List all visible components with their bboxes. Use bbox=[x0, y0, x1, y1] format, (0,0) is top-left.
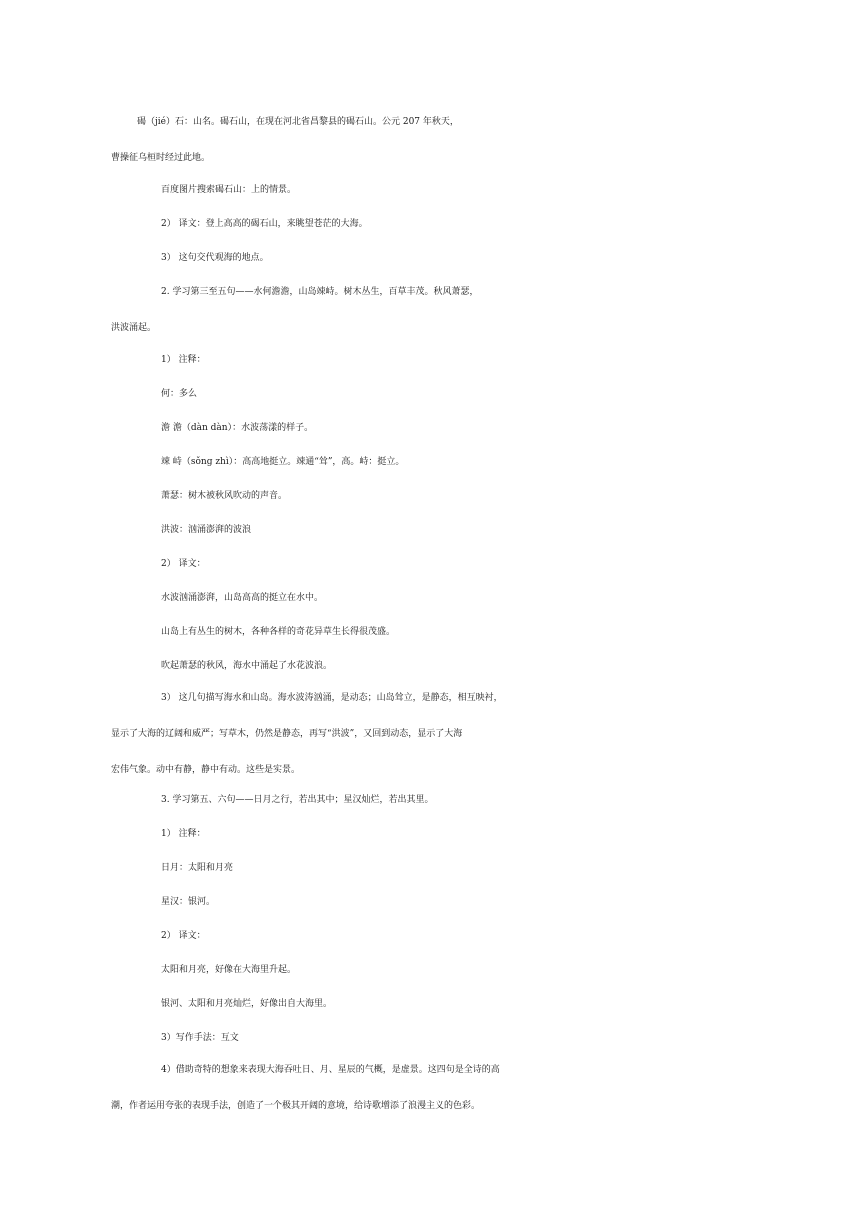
text-line: 3）写作手法：互文 bbox=[161, 1033, 239, 1043]
paragraph-songzhi bbox=[0, 452, 860, 472]
text-line: 洪波：汹涌澎湃的波浪 bbox=[161, 525, 252, 535]
text-line: 水波汹涌澎湃，山岛高高的挺立在水中。 bbox=[161, 593, 324, 603]
paragraph-notes-label-2 bbox=[0, 824, 860, 844]
paragraph-section-3-heading bbox=[0, 790, 860, 810]
text-line: 萧瑟：树木被秋风吹动的声音。 bbox=[161, 491, 288, 501]
text-line: 碣（jié）石：山名。碣石山，在现在河北省昌黎县的碣石山。公元 207 年秋天， bbox=[137, 117, 459, 127]
paragraph-translation-label-2 bbox=[0, 926, 860, 946]
text-line: 1） 注释： bbox=[161, 829, 206, 839]
paragraph-translation-c bbox=[0, 656, 860, 676]
paragraph-translation-e bbox=[0, 994, 860, 1014]
text-line: 澹 澹（dàn dàn）：水波荡漾的样子。 bbox=[161, 423, 314, 433]
paragraph-analysis bbox=[0, 688, 860, 780]
text-line: 百度图片搜索碣石山：上的情景。 bbox=[161, 185, 297, 195]
text-line: 宏伟气象。动中有静，静中有动。这些是实景。 bbox=[111, 765, 301, 775]
text-line: 3） 这几句描写海水和山岛。海水波涛汹涌，是动态；山岛耸立，是静态，相互映衬， bbox=[161, 693, 503, 703]
text-line: 日月：太阳和月亮 bbox=[161, 863, 234, 873]
paragraph-hongbo bbox=[0, 520, 860, 540]
paragraph-translation-1 bbox=[0, 214, 860, 234]
paragraph-translation-a bbox=[0, 588, 860, 608]
text-line: 1） 注释： bbox=[161, 355, 206, 365]
text-line: 3） 这句交代观海的地点。 bbox=[161, 253, 269, 263]
paragraph-section-2-heading bbox=[0, 282, 860, 338]
text-line: 何：多么 bbox=[161, 389, 198, 399]
text-line: 山岛上有丛生的树木，各种各样的奇花异草生长得很茂盛。 bbox=[161, 627, 396, 637]
paragraph-translation-d bbox=[0, 960, 860, 980]
paragraph-translation-label bbox=[0, 554, 860, 574]
text-line: 2） 译文： bbox=[161, 559, 206, 569]
text-line: 竦 峙（sǒng zhì）：高高地挺立。竦通“耸”，高。峙：挺立。 bbox=[161, 457, 405, 467]
text-line: 潮，作者运用夸张的表现手法，创造了一个极其开阔的意境，给诗歌增添了浪漫主义的色彩。 bbox=[111, 1101, 481, 1111]
paragraph-translation-b bbox=[0, 622, 860, 642]
text-line: 显示了大海的辽阔和威严；写草木，仍然是静态，再写“洪波”，又回到动态，显示了大海 bbox=[111, 729, 463, 739]
paragraph-xinghan bbox=[0, 892, 860, 912]
text-line: 太阳和月亮，好像在大海里升起。 bbox=[161, 965, 297, 975]
text-line: 3. 学习第五、六句——日月之行，若出其中；星汉灿烂，若出其里。 bbox=[161, 795, 434, 805]
paragraph-imagination bbox=[0, 1060, 860, 1116]
paragraph-xiaose bbox=[0, 486, 860, 506]
paragraph-baidu bbox=[0, 180, 860, 200]
text-line: 2. 学习第三至五句——水何澹澹，山岛竦峙。树木丛生，百草丰茂。秋风萧瑟， bbox=[161, 287, 479, 297]
paragraph-location-note bbox=[0, 248, 860, 268]
paragraph-notes-label bbox=[0, 350, 860, 370]
text-line: 银河、太阳和月亮灿烂，好像出自大海里。 bbox=[161, 999, 333, 1009]
text-line: 洪波涌起。 bbox=[111, 323, 157, 333]
text-line: 2） 译文：登上高高的碣石山，来眺望苍茫的大海。 bbox=[161, 219, 368, 229]
text-line: 曹操征乌桓时经过此地。 bbox=[111, 153, 211, 163]
paragraph-technique bbox=[0, 1028, 860, 1048]
text-line: 4）借助奇特的想象来表现大海吞吐日、月、星辰的气概，是虚景。这四句是全诗的高 bbox=[161, 1065, 500, 1075]
paragraph-dandan bbox=[0, 418, 860, 438]
text-line: 星汉：银河。 bbox=[161, 897, 216, 907]
paragraph-riyue bbox=[0, 858, 860, 878]
paragraph-he bbox=[0, 384, 860, 404]
text-line: 吹起萧瑟的秋风，海水中涌起了水花波浪。 bbox=[161, 661, 333, 671]
text-line: 2） 译文： bbox=[161, 931, 206, 941]
paragraph-jieshi-note bbox=[0, 112, 860, 168]
